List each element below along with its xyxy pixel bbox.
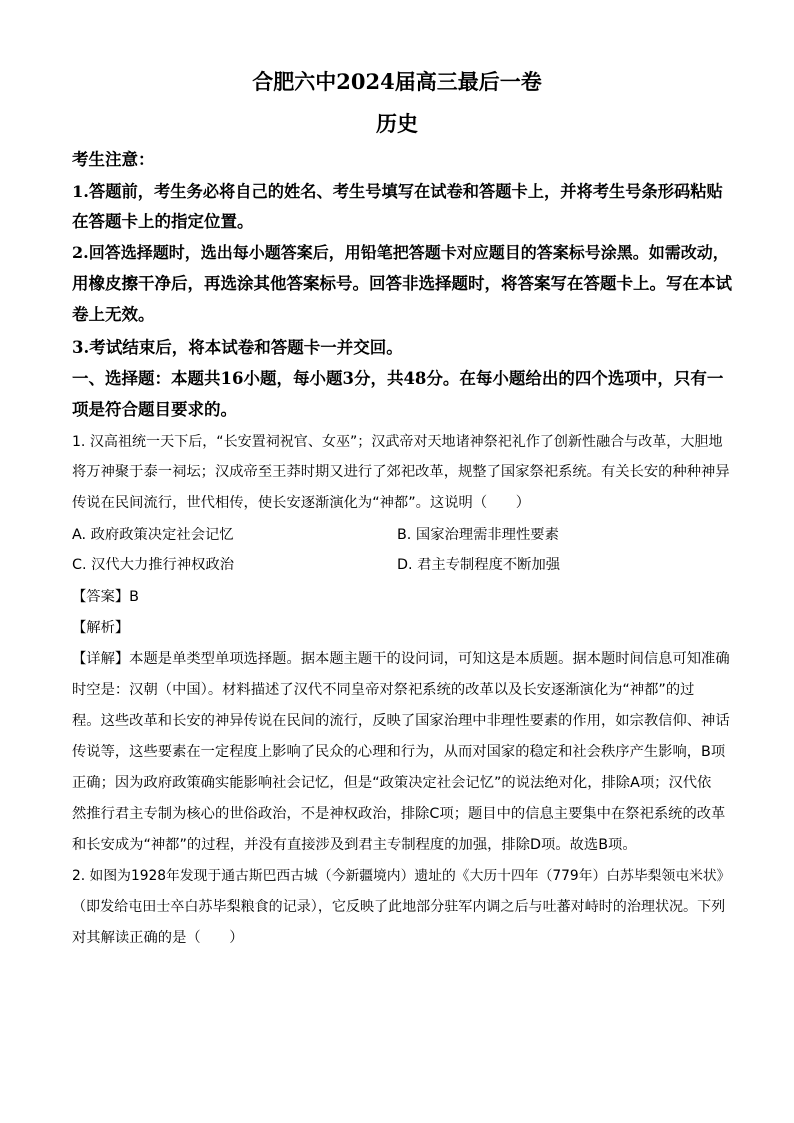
q1-option-d: D. 君主专制程度不断加强: [397, 557, 561, 573]
q2-stem-line-3: 对其解读正确的是（ ）: [72, 930, 244, 946]
q2-stem-line-2: （即发给屯田士卒白苏毕梨粮食的记录），它反映了此地部分驻军内调之后与吐蕃对峙时的治理状况。下列: [72, 899, 726, 915]
section-heading-line-1: 一、选择题：本题共16小题，每小题3分，共48分。在每小题给出的四个选项中，只有一: [72, 369, 724, 388]
notice-item-2-line-1: 2.回答选择题时，选出每小题答案后，用铅笔把答题卡对应题目的答案标号涂黑。如需改动，: [72, 243, 729, 262]
q1-detail-line-5: 正确；因为政府政策确实能影响社会记忆，但是“政策决定社会记忆”的说法绝对化，排除A项；汉代依: [72, 775, 712, 791]
notice-item-2-line-3: 卷上无效。: [72, 305, 155, 324]
q1-stem-line-1: 1. 汉高祖统一天下后，“长安置祠祝官、女巫”；汉武帝对天地诸神祭祀礼作了创新性融合与改革，大胆地: [72, 434, 723, 450]
q1-answer: 【答案】B: [72, 589, 139, 605]
exam-title: 合肥六中2024届高三最后一卷: [252, 69, 542, 94]
notice-item-1-line-1: 1.答题前，考生务必将自己的姓名、考生号填写在试卷和答题卡上，并将考生号条形码粘贴: [72, 182, 723, 201]
q1-stem-line-3: 传说在民间流行，世代相传，使长安逐渐演化为“神都”。这说明（ ）: [72, 495, 531, 511]
q1-option-b: B. 国家治理需非理性要素: [397, 527, 559, 543]
notice-item-3: 3.考试结束后，将本试卷和答题卡一并交回。: [72, 338, 403, 357]
q1-detail-line-6: 然推行君主专制为核心的世俗政治，不是神权政治，排除C项；题目中的信息主要集中在祭祀系统的改革: [72, 806, 726, 822]
q1-detail-line-3: 程。这些改革和长安的神异传说在民间的流行，反映了国家治理中非理性要素的作用，如宗教信仰、神话: [72, 713, 730, 729]
notice-heading: 考生注意：: [72, 150, 155, 169]
section-heading-line-2: 项是符合题目要求的。: [72, 400, 237, 419]
q1-detail-line-7: 和长安成为“神都”的过程，并没有直接涉及到君主专制程度的加强，排除D项。故选B项。: [72, 837, 637, 853]
notice-item-2-line-2: 用橡皮擦干净后，再选涂其他答案标号。回答非选择题时，将答案写在答题卡上。写在本试: [72, 274, 732, 293]
notice-item-1-line-2: 在答题卡上的指定位置。: [72, 212, 254, 231]
q1-analysis-label: 【解析】: [72, 620, 130, 636]
subject-title: 历史: [376, 111, 418, 136]
q1-option-c: C. 汉代大力推行神权政治: [72, 557, 235, 573]
q1-detail-line-1: 【详解】本题是单类型单项选择题。据本题主题干的设问词，可知这是本质题。据本题时间信息可知准确: [72, 651, 730, 667]
q1-detail-line-2: 时空是：汉朝（中国）。材料描述了汉代不同皇帝对祭祀系统的改革以及长安逐渐演化为“神都”的过: [72, 682, 695, 698]
q1-stem-line-2: 将万神聚于泰一祠坛；汉成帝至王莽时期又进行了郊祀改革，规整了国家祭祀系统。有关长安的种种神异: [72, 464, 730, 480]
q2-stem-line-1: 2. 如图为1928年发现于通古斯巴西古城（今新疆境内）遗址的《大历十四年（779年）白苏毕梨领屯米状》: [72, 868, 731, 884]
q1-detail-line-4: 传说等，这些要素在一定程度上影响了民众的心理和行为，从而对国家的稳定和社会秩序产生影响，B项: [72, 744, 726, 760]
q1-option-a: A. 政府政策决定社会记忆: [72, 527, 234, 543]
